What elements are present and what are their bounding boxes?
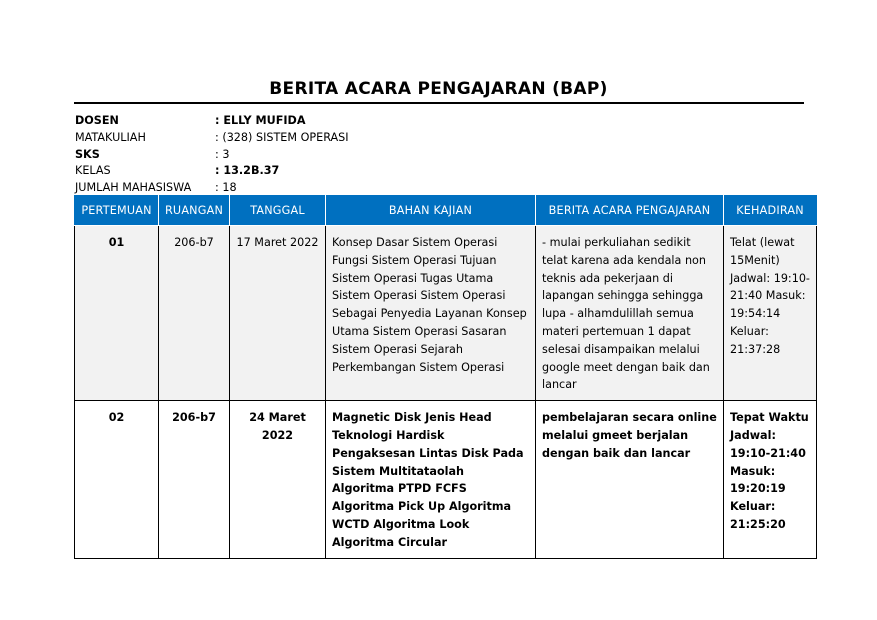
cell-ruangan: 206-b7 xyxy=(159,401,230,558)
cell-kehadiran: Telat (lewat 15Menit) Jadwal: 19:10-21:40 Masuk: 19:54:14 Keluar: 21:37:28 xyxy=(724,226,817,401)
meta-row-sks xyxy=(75,147,349,164)
meta-label-matakuliah: MATAKULIAH xyxy=(75,130,146,144)
header-pertemuan: PERTEMUAN xyxy=(75,196,159,226)
meta-value-jumlah-mahasiswa: : 18 xyxy=(215,181,237,195)
table-header-row xyxy=(75,196,817,226)
meta-label-jumlah-mahasiswa: JUMLAH MAHASISWA xyxy=(75,181,192,195)
header-ruangan: RUANGAN xyxy=(159,196,230,226)
meta-label-sks: SKS xyxy=(75,147,100,161)
title-divider xyxy=(74,102,804,104)
meta-value-kelas: : 13.2B.37 xyxy=(215,164,280,178)
document-title: BERITA ACARA PENGAJARAN (BAP) xyxy=(269,79,608,99)
header-berita-acara: BERITA ACARA PENGAJARAN xyxy=(536,196,724,226)
table-row xyxy=(75,226,817,401)
cell-tanggal: 17 Maret 2022 xyxy=(230,226,326,401)
cell-pertemuan: 02 xyxy=(75,401,159,558)
cell-ruangan: 206-b7 xyxy=(159,226,230,401)
cell-pertemuan: 01 xyxy=(75,226,159,401)
cell-berita-acara: - mulai perkuliahan sedikit telat karena ada kendala non teknis ada pekerjaan di lapangan sehingga sehingga lupa - alhamdulillah semua materi pertemuan 1 dapat selesai disampaikan melalui google meet dengan baik dan lancar xyxy=(536,226,724,401)
meta-label-kelas: KELAS xyxy=(75,164,111,178)
bap-table xyxy=(74,195,817,559)
cell-berita-acara: pembelajaran secara online melalui gmeet berjalan dengan baik dan lancar xyxy=(536,401,724,558)
meta-row-matakuliah xyxy=(75,130,349,147)
meta-value-dosen: : ELLY MUFIDA xyxy=(215,114,306,127)
meta-block xyxy=(75,113,349,197)
cell-bahan-kajian: Konsep Dasar Sistem Operasi Fungsi Sistem Operasi Tujuan Sistem Operasi Tugas Utama Sistem Operasi Sistem Operasi Sebagai Penyedia Layanan Konsep Utama Sistem Operasi Sasaran Sistem Operasi Sejarah Perkembangan Sistem Operasi xyxy=(326,226,536,401)
meta-value-sks: : 3 xyxy=(215,147,230,161)
header-kehadiran: KEHADIRAN xyxy=(724,196,817,226)
cell-tanggal: 24 Maret 2022 xyxy=(230,401,326,558)
meta-value-matakuliah: : (328) SISTEM OPERASI xyxy=(215,130,349,144)
table-row xyxy=(75,401,817,558)
meta-label-dosen: DOSEN xyxy=(75,114,119,127)
cell-kehadiran: Tepat Waktu Jadwal: 19:10-21:40 Masuk: 19:20:19 Keluar: 21:25:20 xyxy=(724,401,817,558)
meta-row-kelas xyxy=(75,163,349,180)
header-bahan-kajian: BAHAN KAJIAN xyxy=(326,196,536,226)
cell-bahan-kajian: Magnetic Disk Jenis Head Teknologi Hardisk Pengaksesan Lintas Disk Pada Sistem Multitataolah Algoritma PTPD FCFS Algoritma Pick Up Algoritma WCTD Algoritma Look Algoritma Circular xyxy=(326,401,536,558)
header-tanggal: TANGGAL xyxy=(230,196,326,226)
meta-row-dosen xyxy=(75,113,349,130)
